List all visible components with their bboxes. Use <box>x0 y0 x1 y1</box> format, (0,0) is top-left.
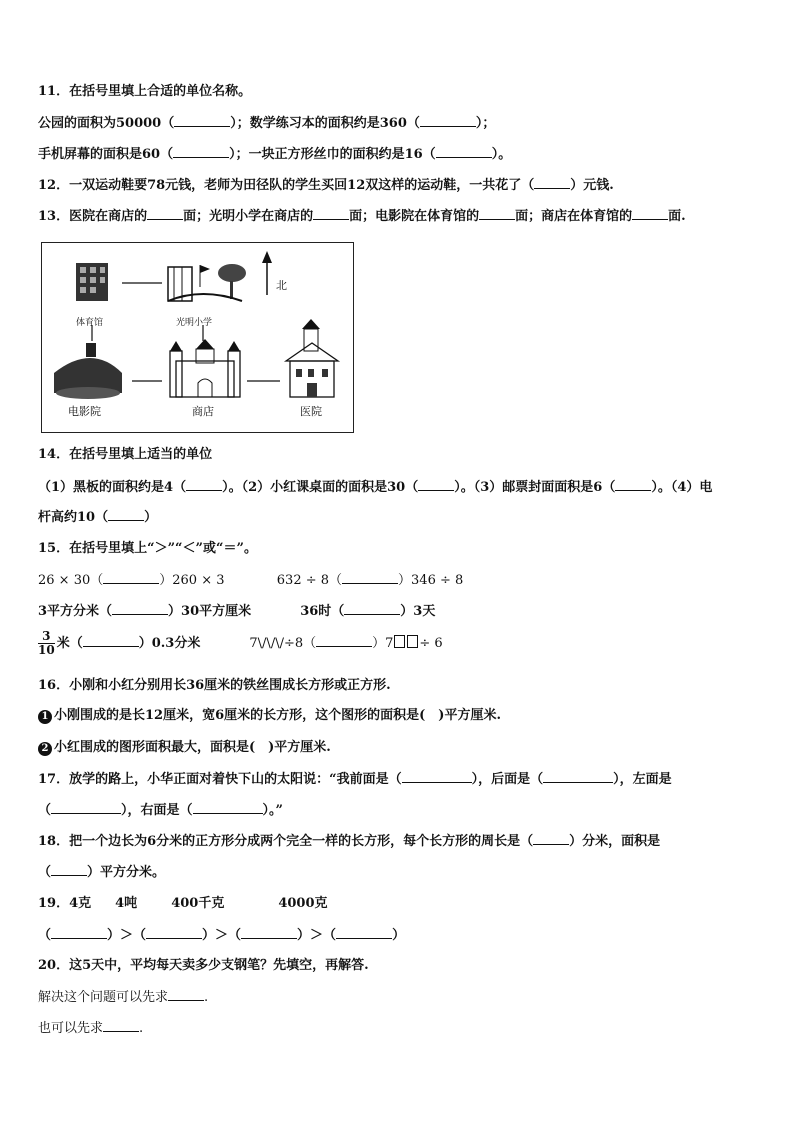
text: 26 × 30（ <box>38 573 104 588</box>
text: ）分米，面积是 <box>569 834 661 849</box>
answer-blank[interactable] <box>420 114 476 127</box>
text: 解决这个问题可以先求 <box>38 990 169 1005</box>
fraction <box>38 630 55 657</box>
answer-blank[interactable] <box>51 926 107 939</box>
q15-row2 <box>38 602 435 621</box>
text: 19．4克 <box>38 896 92 911</box>
cinema-building-icon <box>54 343 122 399</box>
map-label-store: 商店 <box>192 405 214 418</box>
text: ÷ 6 <box>419 636 443 651</box>
answer-blank[interactable] <box>543 770 613 783</box>
map-label-cinema: 电影院 <box>68 405 101 418</box>
answer-blank[interactable] <box>112 602 168 615</box>
q11-title: 11．在括号里填上合适的单位名称。 <box>38 84 252 99</box>
answer-blank[interactable] <box>418 478 454 491</box>
map-label-gym: 体育馆 <box>76 318 104 328</box>
missing-digit-box <box>407 635 418 648</box>
text: ）3天 <box>400 604 436 619</box>
q20-line1 <box>38 988 208 1007</box>
circled-number-icon: 2 <box>38 742 52 756</box>
q13 <box>38 207 686 226</box>
map-label-school: 光明小学 <box>176 318 213 328</box>
answer-blank[interactable] <box>402 770 472 783</box>
answer-blank[interactable] <box>436 145 492 158</box>
text: 面；电影院在体育馆的 <box>349 209 480 224</box>
answer-blank[interactable] <box>168 988 204 1001</box>
answer-blank[interactable] <box>534 176 570 189</box>
text: 36时（ <box>300 604 345 619</box>
q14-title: 14．在括号里填上适当的单位 <box>38 447 213 462</box>
text: ），右面是（ <box>121 803 193 818</box>
q18-line1 <box>38 832 660 851</box>
text: 杆高约10（ <box>38 510 109 525</box>
q20-line2 <box>38 1019 143 1038</box>
text: 小红围成的图形面积最大，面积是( )平方厘米. <box>54 740 331 755</box>
fraction-denominator: 10 <box>38 643 55 657</box>
text: ）； <box>475 116 496 131</box>
text: 18．把一个边长为6分米的正方形分成两个完全一样的长方形，每个长方形的周长是（ <box>38 834 534 849</box>
text: ） <box>392 928 406 943</box>
answer-blank[interactable] <box>174 114 230 127</box>
text: 12．一双运动鞋要78元钱，老师为田径队的学生买回12双这样的运动鞋，一共花了（ <box>38 178 535 193</box>
text: （ <box>38 803 52 818</box>
text: ）；数学练习本的面积约是360（ <box>230 116 420 131</box>
text: 17．放学的路上，小华正面对着快下山的太阳说：“我前面是（ <box>38 772 402 787</box>
q19-items <box>38 895 328 913</box>
q11-line2 <box>38 145 511 164</box>
text: ）。（2）小红课桌面的面积是30（ <box>222 480 419 495</box>
text: 米（ <box>56 636 83 651</box>
text: 13．医院在商店的 <box>38 209 148 224</box>
text: ）。（3）邮票封面面积是6（ <box>454 480 616 495</box>
answer-blank[interactable] <box>186 478 222 491</box>
text: 632 ÷ 8（ <box>276 573 343 588</box>
text: 面；商店在体育馆的 <box>515 209 633 224</box>
text: ）＞（ <box>107 928 147 943</box>
answer-blank[interactable] <box>533 832 569 845</box>
answer-blank[interactable] <box>479 207 515 220</box>
answer-blank[interactable] <box>83 634 139 647</box>
store-building-icon <box>170 339 240 397</box>
text: （ <box>38 928 52 943</box>
map-label-hospital: 医院 <box>300 405 322 418</box>
text: ）平方分米。 <box>87 865 166 880</box>
answer-blank[interactable] <box>147 207 183 220</box>
answer-blank[interactable] <box>146 926 202 939</box>
answer-blank[interactable] <box>51 863 87 876</box>
q20-title: 20．这5天中，平均每天卖多少支钢笔？先填空，再解答. <box>38 958 369 973</box>
missing-digit-box <box>394 635 405 648</box>
q19-order <box>38 926 405 945</box>
text: ）0.3分米 <box>138 636 201 651</box>
text: 4吨 <box>115 896 138 911</box>
text: ）；一块正方形丝巾的面积约是16（ <box>229 147 436 162</box>
text: 也可以先求 <box>38 1021 104 1036</box>
text: ）30平方厘米 <box>168 604 252 619</box>
text: ）7 <box>372 636 394 651</box>
text: ）346 ÷ 8 <box>398 573 464 588</box>
school-building-icon <box>168 264 246 301</box>
answer-blank[interactable] <box>316 634 372 647</box>
q17-line1 <box>38 770 672 789</box>
q14-line2 <box>38 508 157 527</box>
answer-blank[interactable] <box>51 801 121 814</box>
text: ）元钱. <box>570 178 614 193</box>
text: ）260 × 3 <box>159 573 225 588</box>
q15-title: 15．在括号里填上“＞”“＜”或“＝”。 <box>38 541 257 556</box>
gym-building-icon <box>76 263 108 301</box>
text: 公园的面积为50000（ <box>38 116 175 131</box>
q16-line1 <box>38 707 501 725</box>
answer-blank[interactable] <box>342 571 398 584</box>
answer-blank[interactable] <box>241 926 297 939</box>
answer-blank[interactable] <box>336 926 392 939</box>
text: ）。” <box>262 803 284 818</box>
text: ）。 <box>491 147 512 162</box>
text: 面. <box>668 209 686 224</box>
answer-blank[interactable] <box>173 145 229 158</box>
q15-row1 <box>38 571 463 590</box>
q16-line2 <box>38 739 331 757</box>
text: ），左面是 <box>613 772 672 787</box>
direction-map-figure <box>41 242 354 433</box>
answer-blank[interactable] <box>108 508 144 521</box>
q14-line1 <box>38 478 712 497</box>
answer-blank[interactable] <box>103 1019 139 1032</box>
text: ） <box>144 510 158 525</box>
text: ），后面是（ <box>471 772 544 787</box>
text: 面；光明小学在商店的 <box>183 209 314 224</box>
map-label-north: 北 <box>276 279 287 292</box>
q15-row3 <box>38 630 443 657</box>
q11-line1 <box>38 114 495 133</box>
text: ）＞（ <box>202 928 242 943</box>
answer-blank[interactable] <box>193 801 263 814</box>
text: （ <box>38 865 52 880</box>
hospital-building-icon <box>286 319 338 397</box>
text: ）＞（ <box>297 928 337 943</box>
text: ）。（4）电 <box>651 480 713 495</box>
text: 手机屏幕的面积是60（ <box>38 147 174 162</box>
circled-number-icon: 1 <box>38 710 52 724</box>
text: 400千克 <box>171 896 225 911</box>
text: 7\/\/\/÷8（ <box>249 636 317 651</box>
text: 4000克 <box>278 896 328 911</box>
text: . <box>204 990 209 1005</box>
text: （1）黑板的面积约是4（ <box>38 480 187 495</box>
answer-blank[interactable] <box>615 478 651 491</box>
text: . <box>139 1021 144 1036</box>
text: 3平方分米（ <box>38 604 113 619</box>
q18-line2 <box>38 863 165 882</box>
fraction-numerator: 3 <box>38 630 55 644</box>
answer-blank[interactable] <box>103 571 159 584</box>
text: 小刚围成的是长12厘米，宽6厘米的长方形，这个图形的面积是( )平方厘米. <box>54 708 501 723</box>
q17-line2 <box>38 801 283 820</box>
answer-blank[interactable] <box>344 602 400 615</box>
answer-blank[interactable] <box>632 207 668 220</box>
q16-title: 16．小刚和小红分别用长36厘米的铁丝围成长方形或正方形. <box>38 678 391 693</box>
answer-blank[interactable] <box>313 207 349 220</box>
q12 <box>38 176 614 195</box>
